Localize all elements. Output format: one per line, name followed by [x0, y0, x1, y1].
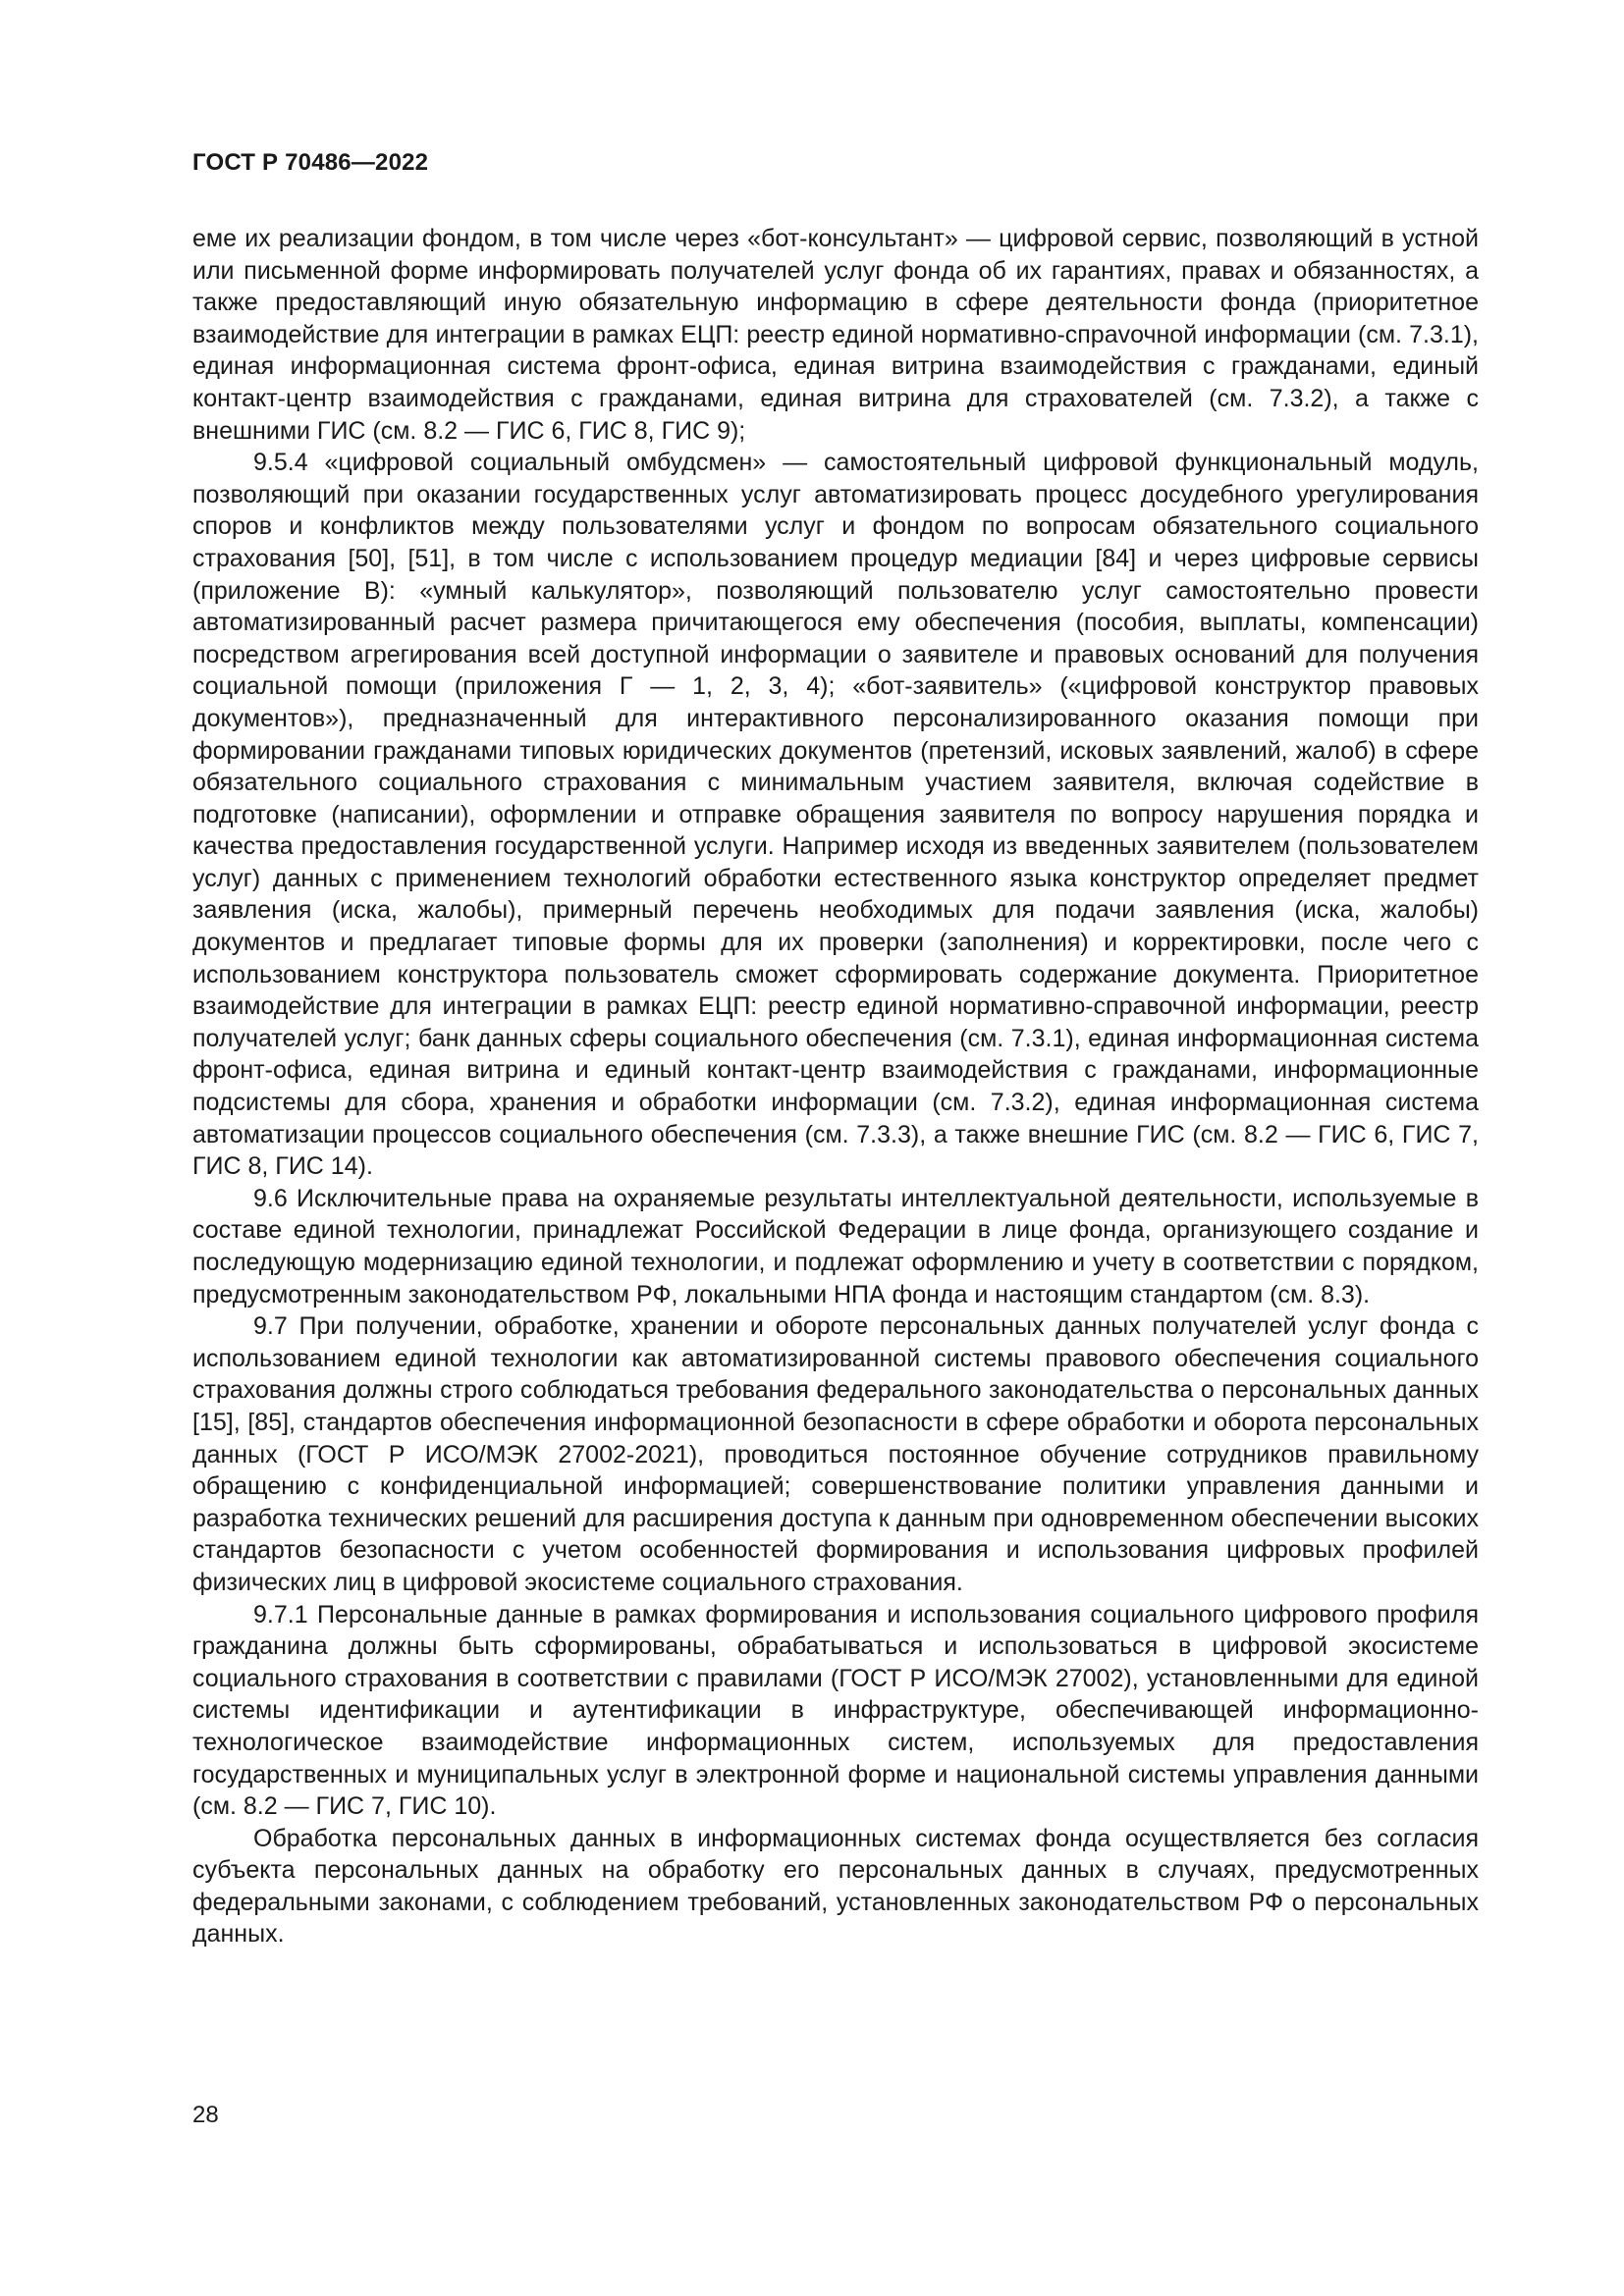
- paragraph-9-7-1: 9.7.1 Персональные данные в рамках формирования и использования социального цифрового профиля гражданина должны быть сформированы, обрабатываться и использоваться в цифровой экосистеме социального страхования в соответствии с правилами (ГОСТ Р ИСО/МЭК 27002), установленными для единой системы идентификации и аутентификации в инфраструктуре, обеспечивающей информационно-технологическое взаимодействие информационных систем, используемых для предоставления государственных и муниципальных услуг в электронной форме и национальной системы управления данными (см. 8.2 — ГИС 7, ГИС 10).: [192, 1600, 1479, 1821]
- paragraph-9-6: 9.6 Исключительные права на охраняемые результаты интеллектуальной деятельности, используемые в составе единой технологии, принадлежат Российской Федерации в лице фонда, организующего создание и последующую модернизацию единой технологии, и подлежат оформлению и учету в соответствии с порядком, предусмотренным законодательством РФ, локальными НПА фонда и настоящим стандартом (см. 8.3).: [192, 1184, 1479, 1308]
- paragraph-personal-data-processing: Обработка персональных данных в информационных системах фонда осуществляется без согласия субъекта персональных данных на обработку его персональных данных в случаях, предусмотренных федеральными законами, с соблюдением требований, установленных законодательством РФ о персональных данных.: [192, 1824, 1479, 1949]
- paragraph-9-5-4: 9.5.4 «цифровой социальный омбудсмен» — самостоятельный цифровой функциональный модуль, позволяющий при оказании государственных услуг автоматизировать процесс досудебного урегулирования споров и конфликтов между пользователями услуг и фондом по вопросам обязательного социального страхования [50], [51], в том числе с использованием процедур медиации [84] и через цифровые сервисы (приложение В): «умный калькулятор», позволяющий пользователю услуг самостоятельно провести автоматизированный расчет размера причитающегося ему обеспечения (пособия, выплаты, компенсации) посредством агрегирования всей доступной информации о заявителе и правовых оснований для получения социальной помощи (приложения Г — 1, 2, 3, 4); «бот-заявитель» («цифровой конструктор правовых документов»), предназначенный для интерактивного персонализированного оказания помощи при формировании гражданами типовых юридических документов (претензий, исковых заявлений, жалоб) в сфере обязательного социального страхования с минимальным участием заявителя, включая содействие в подготовке (написании), оформлении и отправке обращения заявителя по вопросу нарушения порядка и качества предоставления государственной услуги. Например исходя из введенных заявителем (пользователем услуг) данных с применением технологий обработки естественного языка конструктор определяет предмет заявления (иска, жалобы), примерный перечень необходимых для подачи заявления (иска, жалобы) документов и предлагает типовые формы для их проверки (заполнения) и корректировки, после чего с использованием конструктора пользователь сможет сформировать содержание документа. Приоритетное взаимодействие для интеграции в рамках ЕЦП: реестр единой нормативно-справочной информации, реестр получателей услуг; банк данных сферы социального обеспечения (см. 7.3.1), единая информационная система фронт-офиса, единая витрина и единый контакт-центр взаимодействия с гражданами, информационные подсистемы для сбора, хранения и обработки информации (см. 7.3.2), единая информационная система автоматизации процессов социального обеспечения (см. 7.3.3), а также внешние ГИС (см. 8.2 — ГИС 6, ГИС 7, ГИС 8, ГИС 14).: [192, 449, 1479, 1181]
- paragraph-9-7: 9.7 При получении, обработке, хранении и обороте персональных данных получателей услуг фонда с использованием единой технологии как автоматизированной системы правового обеспечения социального страхования должны строго соблюдаться требования федерального законодательства о персональных данных [15], [85], стандартов обеспечения информационной безопасности в сфере обработки и оборота персональных данных (ГОСТ Р ИСО/МЭК 27002-2021), проводиться постоянное обучение сотрудников правильному обращению с конфиденциальной информацией; совершенствование политики управления данными и разработка технических решений для расширения доступа к данным при одновременном обеспечении высоких стандартов безопасности с учетом особенностей формирования и использования цифровых профилей физических лиц в цифровой экосистеме социального страхования.: [192, 1312, 1479, 1596]
- paragraph-continuation: еме их реализации фондом, в том числе через «бот-консультант» — цифровой сервис, позволяющий в устной или письменной форме информировать получателей услуг фонда об их гарантиях, правах и обязанностях, а также предоставляющий иную обязательную информацию в сфере деятельности фонда (приоритетное взаимодействие для интеграции в рамках ЕЦП: реестр единой нормативно-спраvочной информации (см. 7.3.1), единая информационная система фронт-офиса, единая витрина взаимодействия с гражданами, единый контакт-центр взаимодействия с гражданами, единая витрина для страхователей (см. 7.3.2), а также с внешними ГИС (см. 8.2 — ГИС 6, ГИС 8, ГИС 9);: [192, 225, 1479, 445]
- page-number: 28: [192, 2102, 219, 2128]
- document-header: ГОСТ Р 70486—2022: [192, 149, 429, 176]
- document-body: [192, 223, 1479, 1950]
